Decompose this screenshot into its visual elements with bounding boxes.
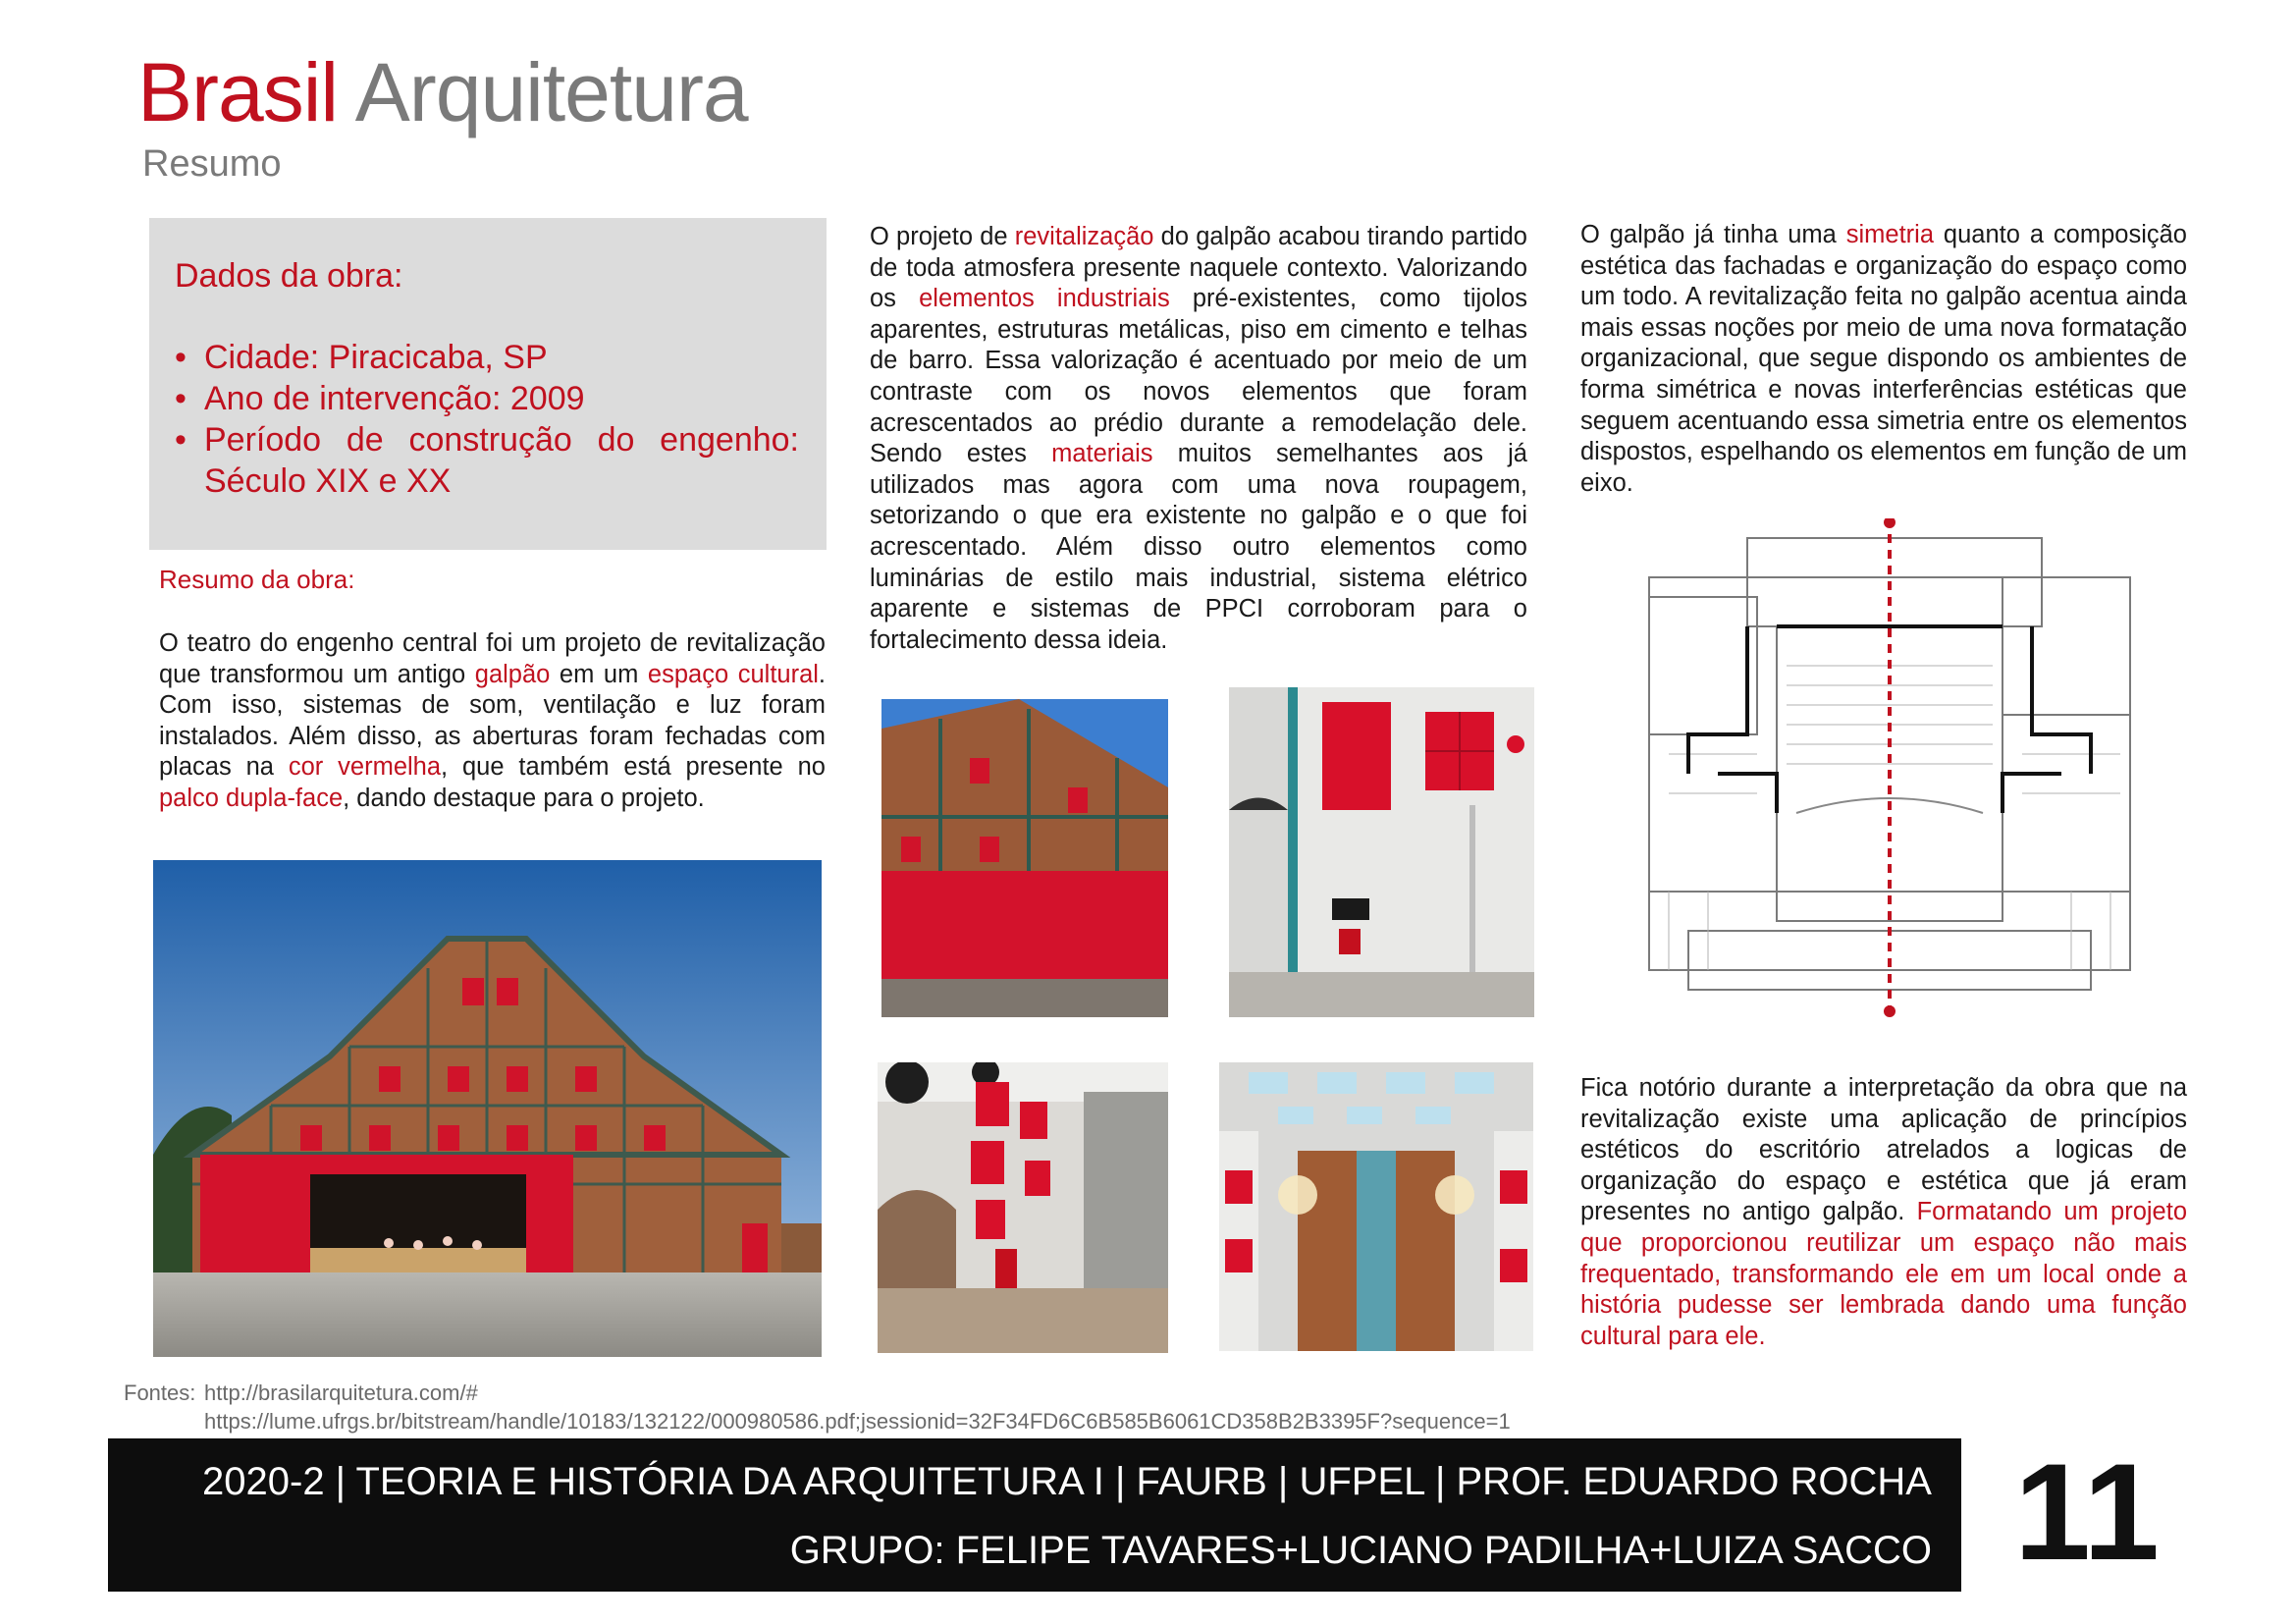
highlight-galpao: galpão [474, 660, 551, 688]
photo-hall [878, 1062, 1168, 1353]
highlight-elementos-industriais: elementos industriais [919, 285, 1170, 313]
text-run: pré-existentes, como tijolos aparentes, estruturas metálicas, piso em cimento e telhas de barro. Essa valorização é acentuado por meio de um contraste com os novos elementos que foram acrescentados ao prédio durante a remodelação dele. Sendo estes [870, 285, 1527, 468]
source-link-1[interactable]: http://brasilarquitetura.com/# [204, 1380, 478, 1405]
highlight-revitalizacao: revitalização [1014, 223, 1154, 250]
right-bottom-paragraph [1580, 1073, 2187, 1352]
photo-facade [153, 860, 822, 1357]
footer-course: 2020-2 | TEORIA E HISTÓRIA DA ARQUITETURA I | FAURB | UFPEL | PROF. EDUARDO ROCHA [202, 1460, 1932, 1503]
dados-item-cidade: • Cidade: Piracicaba, SP [175, 337, 799, 378]
text-run: Fica notório durante a interpretação da obra que na revitalização existe uma aplicação de princípios estéticos do escritório atrelados a logicas de organização do espaço e estética que já eram presentes no antigo galpão. [1580, 1074, 2187, 1226]
highlight-espaco-cultural: espaço cultural [647, 660, 819, 688]
footer-group: GRUPO: FELIPE TAVARES+LUCIANO PADILHA+LUIZA SACCO [789, 1529, 1932, 1572]
title-arquitetura: Arquitetura [354, 46, 748, 138]
dados-heading: Dados da obra: [175, 257, 403, 295]
text-run: quanto a composição estética das fachadas e organização do espaço como um todo. A revitalização feita no galpão acentua ainda mais essas noções por meio de uma nova formatação organizacional, que segue dispondo os ambientes de forma simétrica e novas interferências estéticas que seguem acentuando essa simetria entre os elementos dispostos, espelhando os elementos em função de um eixo. [1580, 221, 2187, 497]
page-number: 11 [2014, 1435, 2160, 1589]
photo-gable-red [881, 699, 1168, 1017]
source-link-2[interactable]: https://lume.ufrgs.br/bitstream/handle/10183/132122/000980586.pdf;jsessionid=32F34FD6C6B585B6061CD358B2B3395F?sequence=1 [204, 1409, 1511, 1434]
title-brasil: Brasil [137, 46, 339, 138]
text-run: O projeto de [870, 223, 1015, 250]
text-run: O teatro do engenho central foi um projeto de revitalização que transformou um antigo [159, 629, 826, 688]
text-run: muitos semelhantes aos já utilizados mas agora com uma nova roupagem, setorizando o que era existente no galpão e o que foi acrescentado. Além disso outro elementos como luminárias de estilo mais industrial, sistema elétrico aparente e sistemas de PPCI corroboram para o fortalecimento dessa ideia. [870, 440, 1527, 654]
footer-bar [108, 1438, 1961, 1592]
text-run: O galpão já tinha uma [1580, 221, 1846, 248]
resumo-paragraph [159, 628, 826, 815]
middle-paragraph [870, 222, 1527, 656]
sources [124, 1379, 1511, 1435]
text-run: , dando destaque para o projeto. [343, 784, 705, 812]
dados-list [175, 337, 799, 502]
text-run: . Com isso, sistemas de som, ventilação e luz foram instalados. Além disso, as aberturas foram fechadas com placas na [159, 660, 827, 782]
sources-label: Fontes: [124, 1380, 196, 1405]
dados-item-periodo: • Período de construção do engenho: Século XIX e XX [175, 419, 799, 502]
dados-item-ano: • Ano de intervenção: 2009 [175, 378, 799, 419]
highlight-conclusion: Formatando um projeto que proporcionou reutilizar um espaço não mais frequentado, transformando ele em um local onde a história pudesse ser lembrada dando uma função cultural para ele. [1580, 1198, 2187, 1350]
highlight-simetria: simetria [1845, 221, 1934, 248]
photo-corridor [1219, 1062, 1533, 1351]
page-title [137, 46, 748, 138]
highlight-palco: palco dupla-face [159, 784, 344, 812]
page-subtitle: Resumo [142, 143, 282, 185]
text-run: , que também está presente no [441, 753, 826, 782]
resumo-heading: Resumo da obra: [159, 565, 355, 594]
text-run: em um [550, 660, 648, 688]
highlight-materiais: materiais [1051, 440, 1153, 468]
right-top-paragraph [1580, 220, 2187, 499]
photo-interior-panels [1229, 687, 1534, 1017]
floor-plan-drawing [1629, 518, 2150, 1019]
text-run: do galpão acabou tirando partido de toda atmosfera presente naquele contexto. Valorizando os [870, 223, 1527, 313]
dados-box [149, 218, 827, 550]
highlight-cor-vermelha: cor vermelha [288, 753, 442, 782]
